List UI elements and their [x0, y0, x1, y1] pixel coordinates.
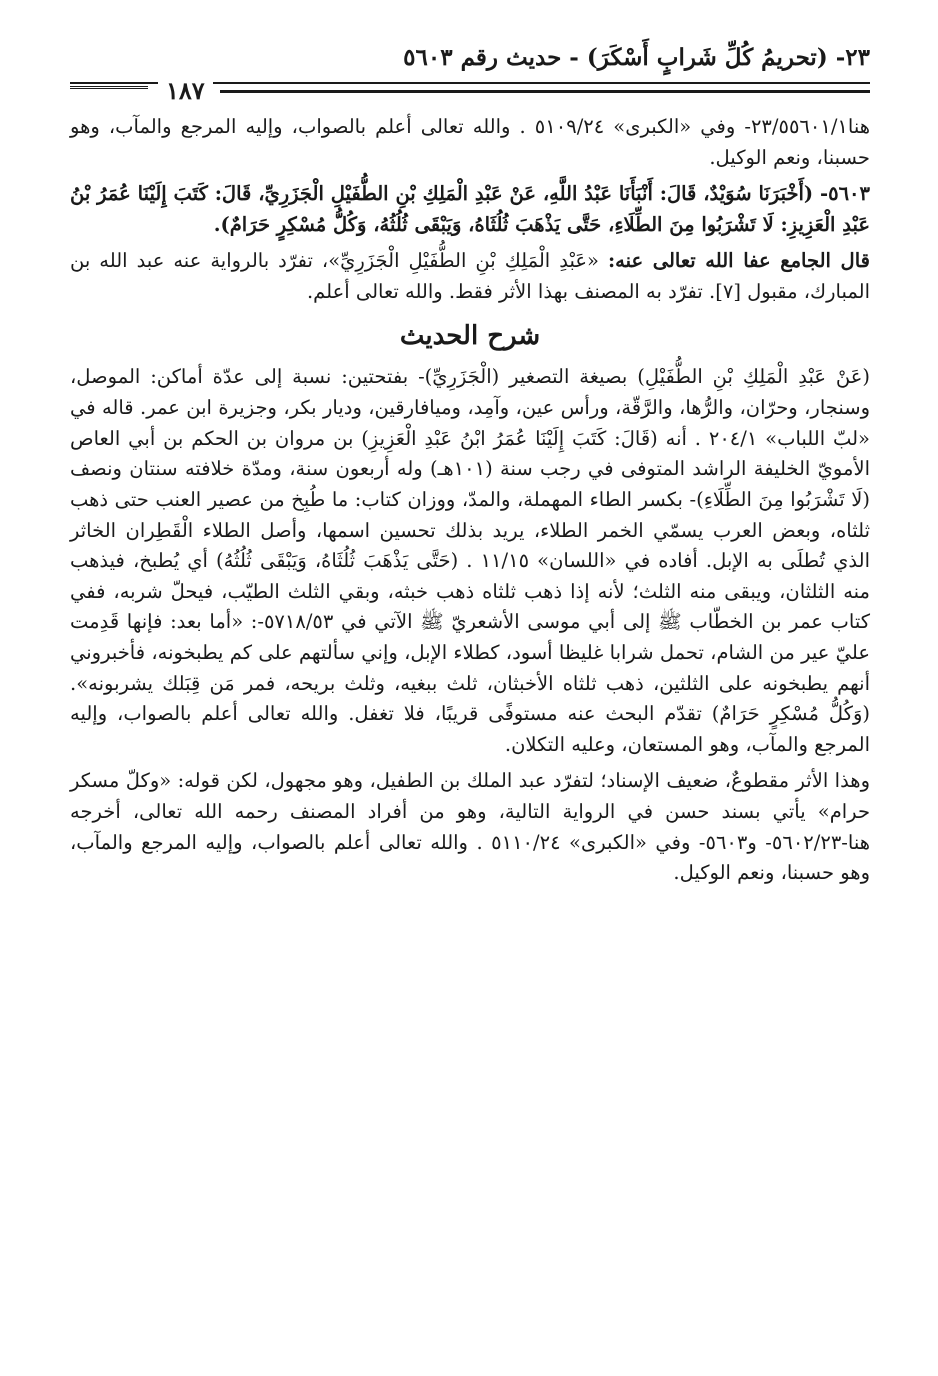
page-body	[70, 112, 870, 889]
page-number: ١٨٧	[158, 76, 213, 105]
book-page	[70, 40, 870, 1340]
section-heading: شرح الحديث	[399, 320, 541, 351]
opening-paragraph: هنا٢٣/٥٥٦٠١/١- وفي «الكبرى» ٥١٠٩/٢٤ . والله تعالى أعلم بالصواب، وإليه المرجع والمآب، وهو حسبنا، ونعم الوكيل.	[70, 115, 870, 169]
running-head: ٢٣- (تحريمُ كُلِّ شَرابٍ أَسْكَرَ) - حديث رقم ٥٦٠٣	[403, 44, 870, 71]
hadith-chain: ٥٦٠٣- (أَخْبَرَنَا سُوَيْدٌ، قَالَ: أَنْبَأَنَا عَبْدُ اللَّهِ، عَنْ عَبْدِ الْمَلِكِ بْنِ الطُّفَيْلِ الْجَزَرِيِّ،	[258, 182, 870, 206]
header-rule-double	[70, 86, 148, 93]
hadith-matn: قَالَ: كَتَبَ إِلَيْنَا عُمَرُ بْنُ عَبْدِ الْعَزِيزِ: لَا تَشْرَبُوا مِنَ الطِّلَاءِ، حَتَّى يَذْهَبَ ثُلُثَاهُ، وَيَبْقَى ثُلُثُهُ، وَكُلُّ مُسْكِرٍ حَرَامٌ).	[70, 182, 870, 236]
commentary-paragraph-2: وهذا الأثر مقطوعٌ، ضعيف الإسناد؛ لتفرّد عبد الملك بن الطفيل، وهو مجهول، لكن قوله: «وكلّ مسكر حرام» يأتي بسند حسن في الرواية التالية، وهو من أفراد المصنف رحمه الله تعالى، أخرجه هنا-٥٦٠٢/٢٣- و٥٦٠٣- وفي «الكبرى» ٥١١٠/٢٤ . والله تعالى أعلم بالصواب، وإليه المرجع والمآب، وهو حسبنا، ونعم الوكيل.	[70, 769, 870, 885]
compiler-note-label: قال الجامع عفا الله تعالى عنه:	[607, 249, 870, 273]
hadith-text	[70, 179, 870, 240]
compiler-note	[70, 246, 870, 307]
compiler-note-text: «عَبْدِ الْمَلِكِ بْنِ الطُّفَيْلِ الْجَزَرِيِّ»، تفرّد بالرواية عنه عبد الله بن المبارك، مقبول [٧]. تفرّد به المصنف بهذا الأثر فقط. والله تعالى أعلم.	[70, 249, 870, 304]
commentary-paragraph-1: (عَنْ عَبْدِ الْمَلِكِ بْنِ الطُّفَيْلِ) بصيغة التصغير (الْجَزَرِيِّ)- بفتحتين: نسبة إلى عدّة أماكن: الموصل، وسنجار، وحرّان، والرُّها، والرَّقّة، ورأس عين، وآمِد، وميافارقين، وديار بكر، وجزيرة ابن عمر. قاله في «لبّ اللباب» ٢٠٤/١ . أنه (قَالَ: كَتَبَ إِلَيْنَا عُمَرُ ابْنُ عَبْدِ الْعَزِيزِ) بن مروان بن الحكم بن أبي العاص الأمويّ الخليفة الراشد المتوفى في رجب سنة (١٠١هـ) وله أربعون سنة، ومدّة خلافته سنتان ونصف (لَا تَشْرَبُوا مِنَ الطِّلَاءِ)- بكسر الطاء المهملة، والمدّ، ووزان كتاب: ما طُبِخ من عصير العنب حتى ذهب ثلثاه، وبعض العرب يسمّي الخمر الطلاء، يريد بذلك تحسين اسمها، وأصل الطلاء الْقَطِران الخاثر الذي تُطلَى به الإبل. أفاده في «اللسان» ١١/١٥ . (حَتَّى يَذْهَبَ ثُلُثَاهُ، وَيَبْقَى ثُلُثُهُ) أي يُطبخ، فيذهب منه الثلثان، ويبقى منه الثلث؛ لأنه إذا ذهب ثلثاه ذهب خبثه، وبقي الثلث الطيّب، فيحلّ شربه، ففي كتاب عمر بن الخطّاب ﷺ إلى أبي موسى الأشعريّ ﷺ الآتي في ٥٧١٨/٥٣-: «أما بعد: فإنها قَدِمت عليّ عير من الشام، تحمل شرابا غليظا أسود، كطلاء الإبل، وإني سألتهم على كم يطبخونه، فأخبروني أنهم يطبخونه على الثلثين، ذهب ثلثاه الأخبثان، ثلث ببغيه، وثلث بريحه، فمر مَن قِبَلك يشربونه». (وَكُلُّ مُسْكِرٍ حَرَامٌ) تقدّم البحث عنه مستوفًى قريبًا، فلا تغفل. والله تعالى أعلم بالصواب، وإليه المرجع والمآب، وهو المستعان، وعليه التكلان.	[70, 365, 870, 756]
header-rule-thick	[220, 90, 870, 93]
page-header	[70, 40, 870, 104]
